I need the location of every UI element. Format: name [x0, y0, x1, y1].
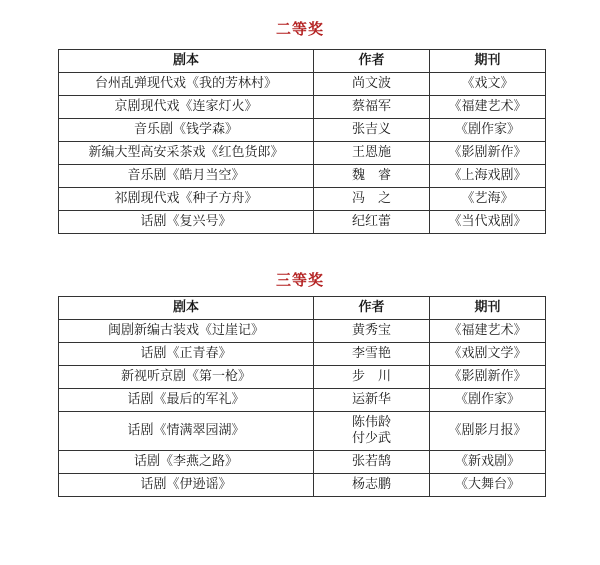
header-author: 作者	[314, 50, 430, 73]
script-cell: 话剧《情满翠园湖》	[59, 412, 314, 451]
header-script: 剧本	[59, 297, 314, 320]
journal-cell: 《影剧新作》	[430, 142, 546, 165]
table-row	[59, 474, 546, 497]
author-cell: 魏 睿	[314, 165, 430, 188]
author-cell: 尚文波	[314, 73, 430, 96]
author-cell: 运新华	[314, 389, 430, 412]
table-row	[59, 119, 546, 142]
journal-cell: 《剧影月报》	[430, 412, 546, 451]
table-row	[59, 165, 546, 188]
table-header-row	[59, 50, 546, 73]
table-row	[59, 412, 546, 451]
script-cell: 新编大型高安采茶戏《红色货郎》	[59, 142, 314, 165]
script-cell: 台州乱弹现代戏《我的芳林村》	[59, 73, 314, 96]
author-cell: 李雪艳	[314, 343, 430, 366]
script-cell: 音乐剧《钱学森》	[59, 119, 314, 142]
table-header-row	[59, 297, 546, 320]
table-row	[59, 142, 546, 165]
table-row	[59, 451, 546, 474]
journal-cell: 《新戏剧》	[430, 451, 546, 474]
author-cell: 蔡福军	[314, 96, 430, 119]
journal-cell: 《福建艺术》	[430, 320, 546, 343]
script-cell: 新视听京剧《第一枪》	[59, 366, 314, 389]
journal-cell: 《戏剧文学》	[430, 343, 546, 366]
third-prize-title: 三等奖	[275, 271, 324, 289]
header-journal: 期刊	[430, 50, 546, 73]
author-cell: 黄秀宝	[314, 320, 430, 343]
author-cell: 张若鹄	[314, 451, 430, 474]
script-cell: 话剧《复兴号》	[59, 211, 314, 234]
script-cell: 音乐剧《皓月当空》	[59, 165, 314, 188]
table-row	[59, 343, 546, 366]
second-prize-table	[58, 49, 546, 234]
script-cell: 话剧《伊逊谣》	[59, 474, 314, 497]
second-prize-title: 二等奖	[275, 20, 324, 38]
script-cell: 闽剧新编古装戏《过崖记》	[59, 320, 314, 343]
journal-cell: 《艺海》	[430, 188, 546, 211]
script-cell: 话剧《正青春》	[59, 343, 314, 366]
journal-cell: 《大舞台》	[430, 474, 546, 497]
journal-cell: 《剧作家》	[430, 389, 546, 412]
script-cell: 话剧《李燕之路》	[59, 451, 314, 474]
table-row	[59, 211, 546, 234]
author-cell: 杨志鹏	[314, 474, 430, 497]
script-cell: 京剧现代戏《连家灯火》	[59, 96, 314, 119]
journal-cell: 《剧作家》	[430, 119, 546, 142]
table-row	[59, 320, 546, 343]
table-row	[59, 188, 546, 211]
header-script: 剧本	[59, 50, 314, 73]
author-cell: 陈伟龄 付少武	[314, 412, 430, 451]
journal-cell: 《上海戏剧》	[430, 165, 546, 188]
third-prize-table	[58, 296, 546, 497]
table-row	[59, 96, 546, 119]
header-journal: 期刊	[430, 297, 546, 320]
header-author: 作者	[314, 297, 430, 320]
table-row	[59, 73, 546, 96]
journal-cell: 《戏文》	[430, 73, 546, 96]
author-cell: 步 川	[314, 366, 430, 389]
table-row	[59, 389, 546, 412]
author-cell: 纪红蕾	[314, 211, 430, 234]
table-row	[59, 366, 546, 389]
journal-cell: 《影剧新作》	[430, 366, 546, 389]
author-cell: 张吉义	[314, 119, 430, 142]
journal-cell: 《当代戏剧》	[430, 211, 546, 234]
author-cell: 王恩施	[314, 142, 430, 165]
script-cell: 祁剧现代戏《种子方舟》	[59, 188, 314, 211]
author-cell: 冯 之	[314, 188, 430, 211]
journal-cell: 《福建艺术》	[430, 96, 546, 119]
script-cell: 话剧《最后的军礼》	[59, 389, 314, 412]
